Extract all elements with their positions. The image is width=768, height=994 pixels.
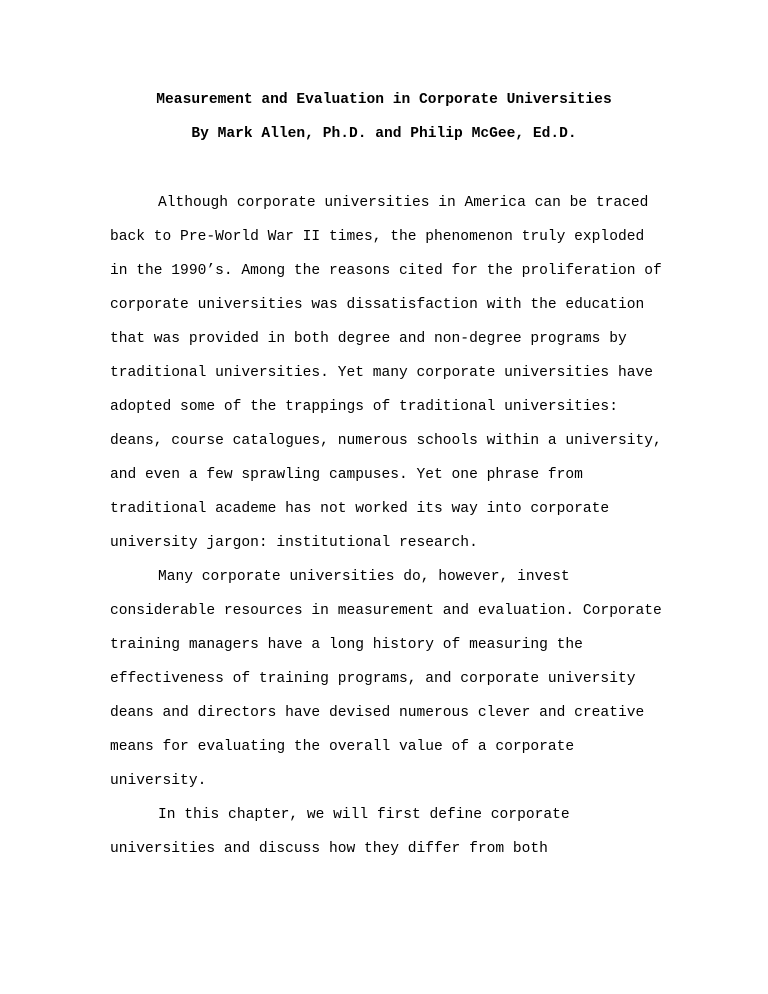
- document-byline: By Mark Allen, Ph.D. and Philip McGee, Ed.D.: [191, 126, 577, 142]
- document-title: Measurement and Evaluation in Corporate Universities: [156, 92, 612, 108]
- paragraph-3: In this chapter, we will first define corporate universities and discuss how they differ from both: [110, 807, 570, 857]
- paragraph-1: Although corporate universities in America can be traced back to Pre-World War II times, the phenomenon truly exploded in the 1990’s. Among the reasons cited for the proliferation of corporate universities was dissatisfaction with the education that was provided in both degree and non-degree programs by traditional universities. Yet many corporate universities have adopted some of the trappings of traditional universities: deans, course catalogues, numerous schools within a university, and even a few sprawling campuses. Yet one phrase from traditional academe has not worked its way into corporate university jargon: institutional research.: [110, 195, 662, 551]
- document-body: [110, 186, 670, 866]
- paragraph-2: Many corporate universities do, however, invest considerable resources in measurement and evaluation. Corporate training managers have a long history of measuring the effectiveness of training programs, and corporate university deans and directors have devised numerous clever and creative means for evaluating the overall value of a corporate university.: [110, 569, 662, 789]
